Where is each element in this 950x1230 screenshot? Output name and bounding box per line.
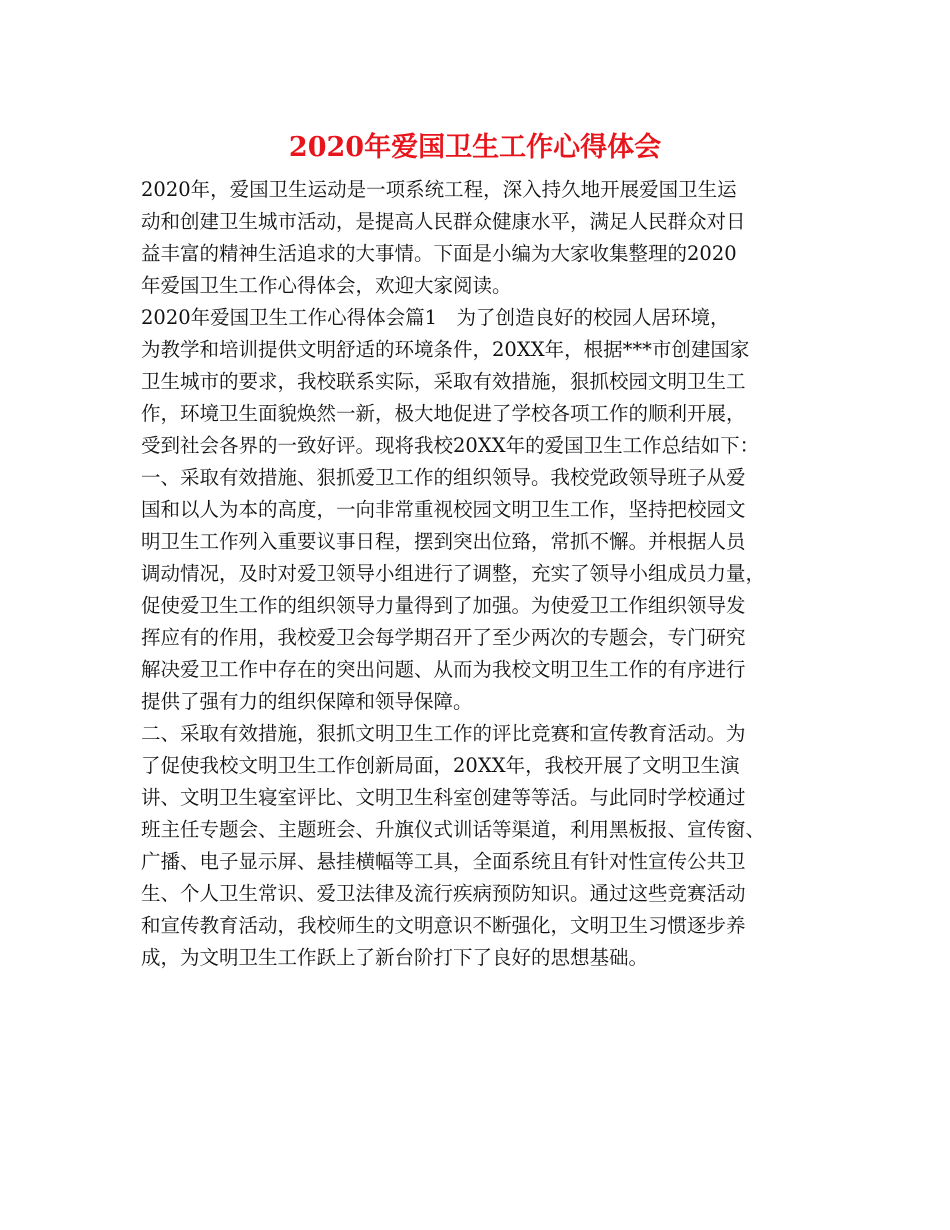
text-line: 促使爱卫生工作的组织领导力量得到了加强。为使爱卫工作组织领导发 [141, 594, 746, 617]
text-line: 动和创建卫生城市活动，是提高人民群众健康水平，满足人民群众对日 [141, 210, 746, 233]
text-line: 益丰富的精神生活追求的大事情。下面是小编为大家收集整理的2020 [141, 242, 737, 265]
text-line: 解决爱卫工作中存在的突出问题、从而为我校文明卫生工作的有序进行 [141, 658, 746, 681]
text-line: 国和以人为本的高度，一向非常重视校园文明卫生工作，坚持把校园文 [141, 498, 746, 521]
text-line: 为教学和培训提供文明舒适的环境条件，20XX年，根据***市创建国家 [141, 338, 750, 361]
text-line: 和宣传教育活动，我校师生的文明意识不断强化，文明卫生习惯逐步养 [141, 914, 746, 937]
text-line: 生、个人卫生常识、爱卫法律及流行疾病预防知识。通过这些竞赛活动 [141, 882, 746, 905]
text-line: 成，为文明卫生工作跃上了新台阶打下了良好的思想基础。 [141, 946, 649, 969]
text-line: 受到社会各界的一致好评。现将我校20XX年的爱国卫生工作总结如下： [141, 434, 760, 457]
text-line: 卫生城市的要求，我校联系实际，采取有效措施，狠抓校园文明卫生工 [141, 370, 746, 393]
text-line: 作，环境卫生面貌焕然一新，极大地促进了学校各项工作的顺利开展， [141, 402, 746, 425]
text-line: 明卫生工作列入重要议事日程，摆到突出位臵，常抓不懈。并根据人员 [141, 530, 746, 553]
text-line: 了促使我校文明卫生工作创新局面，20XX年，我校开展了文明卫生演 [141, 754, 740, 777]
text-line: 2020年爱国卫生工作心得体会篇1 为了创造良好的校园人居环境， [141, 306, 730, 329]
text-line: 二、采取有效措施，狠抓文明卫生工作的评比竞赛和宣传教育活动。为 [141, 722, 746, 745]
document-title: 2020年爱国卫生工作心得体会 [288, 132, 662, 163]
text-line: 挥应有的作用，我校爱卫会每学期召开了至少两次的专题会，专门研究 [141, 626, 746, 649]
text-line: 一、采取有效措施、狠抓爱卫工作的组织领导。我校党政领导班子从爱 [141, 466, 746, 489]
document-body [141, 174, 816, 974]
text-line: 提供了强有力的组织保障和领导保障。 [141, 690, 473, 713]
text-line: 讲、文明卫生寝室评比、文明卫生科室创建等等活。与此同时学校通过 [141, 786, 746, 809]
text-line: 2020年，爱国卫生运动是一项系统工程，深入持久地开展爱国卫生运 [141, 178, 737, 201]
text-line: 年爱国卫生工作心得体会，欢迎大家阅读。 [141, 274, 512, 297]
text-line: 班主任专题会、主题班会、升旗仪式训话等渠道，利用黑板报、宣传窗、 [141, 818, 766, 841]
text-line: 调动情况，及时对爱卫领导小组进行了调整，充实了领导小组成员力量， [141, 562, 766, 585]
text-line: 广播、电子显示屏、悬挂横幅等工具，全面系统且有针对性宣传公共卫 [141, 850, 746, 873]
